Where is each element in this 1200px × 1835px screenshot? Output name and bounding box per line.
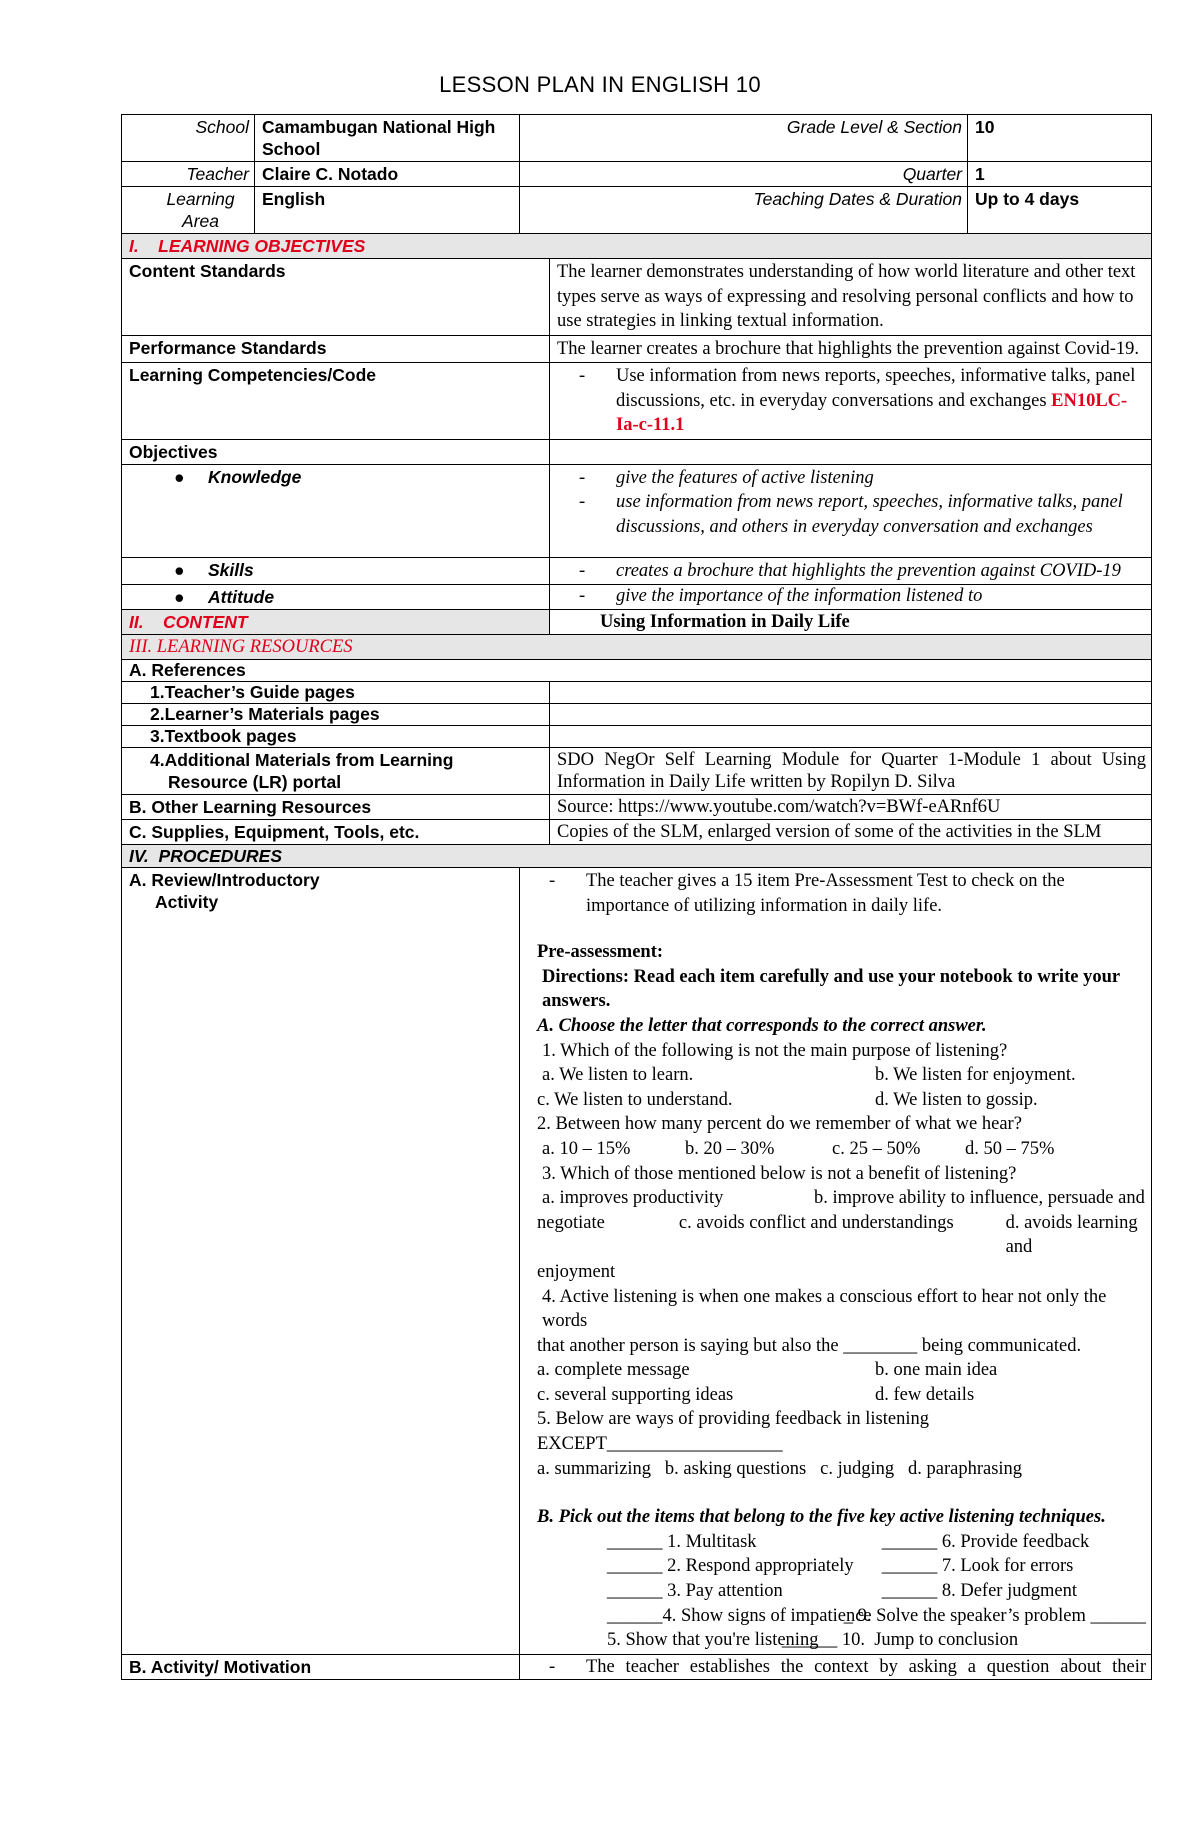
review-activity-label-line: A. Review/Introductory: [129, 870, 320, 890]
part-b-item: ______ 1. Multitask: [607, 1531, 757, 1552]
review-activity-label-line: Activity: [155, 892, 219, 912]
q2-options-row: [527, 1137, 1146, 1162]
row-school: [122, 115, 1152, 162]
grade-label: Grade Level & Section: [520, 115, 968, 162]
skills-item: creates a brochure that highlights the prevention against COVID-19: [616, 560, 1121, 581]
competencies-label: Learning Competencies/Code: [122, 363, 550, 440]
attitude-text: Attitude: [208, 587, 275, 607]
row-activity-motivation: [122, 1654, 1152, 1679]
pre-assessment-title: Pre-assessment:: [537, 942, 664, 963]
teacher-value: Claire C. Notado: [255, 162, 520, 187]
part-b-item: ______4. Show signs of impatience: [607, 1605, 872, 1626]
question-1: 1. Which of the following is not the main purpose of listening?: [542, 1040, 1008, 1061]
dates-value: Up to 4 days: [968, 187, 1152, 234]
additional-label: [122, 748, 550, 795]
part-b-item: ______ 8. Defer judgment: [881, 1581, 1077, 1602]
textbook-value: [550, 726, 1152, 748]
row-competencies: [122, 363, 1152, 440]
objectives-label: Objectives: [122, 439, 550, 464]
row-skills: [122, 557, 1152, 585]
q3-options-row: [527, 1211, 1146, 1260]
part-b-instruction: B. Pick out the items that belong to the five key active listening techniques.: [537, 1507, 1106, 1528]
q3-option-c: c. avoids conflict and understandings: [678, 1212, 954, 1233]
q1-options-row: [527, 1063, 1146, 1088]
row-objectives: [122, 439, 1152, 464]
q2-option-c: c. 25 – 50%: [832, 1138, 921, 1159]
area-label: Learning Area: [122, 187, 255, 234]
performance-standards-label: Performance Standards: [122, 335, 550, 363]
q3-option-d: d. avoids learning and: [1005, 1212, 1138, 1258]
question-5: 5. Below are ways of providing feedback in listening EXCEPT___________________: [537, 1409, 929, 1455]
part-b-item: ______ 10. Jump to conclusion: [781, 1630, 1019, 1651]
row-tg: [122, 682, 1152, 704]
school-value: Camambugan National High School: [255, 115, 520, 162]
tg-value: [550, 682, 1152, 704]
additional-value: SDO NegOr Self Learning Module for Quarter 1-Module 1 about Using Information in Daily Life written by Ropilyn D. Silva: [550, 748, 1152, 795]
part-b-item: ______ 2. Respond appropriately: [607, 1556, 854, 1577]
grade-value: 10: [968, 115, 1152, 162]
lm-value: [550, 704, 1152, 726]
q3-option-b: b. improve ability to influence, persuade and: [814, 1188, 1145, 1209]
row-attitude: [122, 585, 1152, 610]
row-procedures-section: [122, 845, 1152, 868]
skills-label: [122, 557, 550, 585]
activity-motivation-label: B. Activity/ Motivation: [122, 1654, 520, 1679]
attitude-item: give the importance of the information listened to: [616, 586, 983, 606]
q3-options-row: [527, 1186, 1146, 1211]
skills-text: Skills: [208, 559, 254, 580]
dates-label: Teaching Dates & Duration: [520, 187, 968, 234]
section-learning-resources: III. LEARNING RESOURCES: [122, 635, 1152, 660]
question-2: 2. Between how many percent do we remember of what we hear?: [537, 1114, 1022, 1135]
competency-code: EN10LC-Ia-c-11.1: [616, 390, 1128, 435]
directions: [527, 965, 1146, 1014]
performance-standards-value: The learner creates a brochure that highlights the prevention against Covid-19.: [550, 335, 1152, 363]
q4-option-a: a. complete message: [537, 1360, 690, 1381]
part-b-right-column: [781, 1530, 1147, 1653]
school-label: School: [122, 115, 255, 162]
content-value: Using Information in Daily Life: [550, 610, 1152, 635]
knowledge-text: Knowledge: [208, 466, 302, 487]
q4-option-d: d. few details: [875, 1384, 975, 1405]
part-a-instruction: A. Choose the letter that corresponds to the correct answer.: [537, 1015, 987, 1036]
row-resources-section: [122, 635, 1152, 660]
row-content-standards: [122, 259, 1152, 336]
q4-option-c: c. several supporting ideas: [537, 1384, 734, 1405]
teacher-label: Teacher: [122, 162, 255, 187]
q3-option-d-cont: enjoyment: [537, 1261, 616, 1282]
lm-label: 2.Learner’s Materials pages: [122, 704, 550, 726]
activity-intro: The teacher establishes the context by asking a question about their: [586, 1656, 1147, 1677]
other-resources-value: Source: https://www.youtube.com/watch?v=BWf-eARnf6U: [550, 795, 1152, 820]
tg-label: 1.Teacher’s Guide pages: [122, 682, 550, 704]
content-standards-label: Content Standards: [122, 259, 550, 336]
row-textbook: [122, 726, 1152, 748]
directions-text: Directions: Read each item carefully and use your notebook to write your answers.: [542, 966, 1120, 1012]
row-references: [122, 660, 1152, 682]
quarter-value: 1: [968, 162, 1152, 187]
q1-option-d: d. We listen to gossip.: [875, 1089, 1038, 1110]
other-resources-label: B. Other Learning Resources: [122, 795, 550, 820]
objectives-empty: [550, 439, 1152, 464]
additional-label-line: 4.Additional Materials from Learning: [150, 750, 454, 770]
bullet-icon: ●: [174, 559, 185, 580]
area-value: English: [255, 187, 520, 234]
section-procedures: IV. PROCEDURES: [122, 845, 1152, 868]
q4-option-b: b. one main idea: [875, 1360, 998, 1381]
content-standards-value: The learner demonstrates understanding of how world literature and other text types serve as ways of expressing and resolving personal conflicts and how to use strategies in linking textual information.: [550, 259, 1152, 336]
q2-option-d: d. 50 – 75%: [965, 1138, 1055, 1159]
q4-options-row: [527, 1358, 1146, 1383]
question-4: 4. Active listening is when one makes a conscious effort to hear not only the words: [542, 1286, 1107, 1332]
question-4-cont: that another person is saying but also the ________ being communicated.: [537, 1335, 1082, 1356]
section-learning-objectives: I. LEARNING OBJECTIVES: [122, 234, 1152, 259]
q1-option-c: c. We listen to understand.: [537, 1089, 733, 1110]
row-additional: [122, 748, 1152, 795]
attitude-items: - give the importance of the information listened to: [550, 585, 1152, 610]
review-activity-label: [122, 868, 520, 1655]
review-intro: The teacher gives a 15 item Pre-Assessment Test to check on the importance of utilizing information in daily life.: [586, 871, 1065, 916]
q2-option-b: b. 20 – 30%: [685, 1138, 775, 1159]
document-title: LESSON PLAN IN ENGLISH 10: [439, 72, 761, 97]
q3-option-a: a. improves productivity: [542, 1188, 724, 1209]
q2-option-a: a. 10 – 15%: [542, 1138, 631, 1159]
textbook-label: 3.Textbook pages: [122, 726, 550, 748]
references-label: A. References: [122, 660, 1152, 682]
q4-options-row: [527, 1383, 1146, 1408]
q1-options-row: [527, 1088, 1146, 1113]
section-content: II. CONTENT: [122, 610, 550, 635]
row-knowledge: [122, 464, 1152, 557]
part-b-item: ______ 7. Look for errors: [881, 1556, 1074, 1577]
part-b-item: ______ 3. Pay attention: [607, 1581, 783, 1602]
knowledge-items: - give the features of active listening - use information from news report, speeches, informative talks, panel discussions, and others in everyday conversation and exchanges: [550, 464, 1152, 557]
bullet-icon: ●: [174, 587, 185, 607]
q5-options: a. summarizing b. asking questions c. judging d. paraphrasing: [537, 1458, 1023, 1479]
row-lm: [122, 704, 1152, 726]
activity-motivation-body: - The teacher establishes the context by asking a question about their: [520, 1654, 1152, 1679]
part-b-item: _ 9. Solve the speaker’s problem ______: [843, 1605, 1147, 1626]
knowledge-label: [122, 464, 550, 557]
part-b-items: [527, 1530, 1146, 1653]
row-supplies: [122, 820, 1152, 845]
question-3: 3. Which of those mentioned below is not a benefit of listening?: [542, 1163, 1017, 1184]
row-teacher: [122, 162, 1152, 187]
row-objectives-section: [122, 234, 1152, 259]
knowledge-item: give the features of active listening: [616, 467, 874, 488]
competency-text: Use information from news reports, speeches, informative talks, panel discussions, etc. in everyday conversations and exchanges: [616, 366, 1136, 411]
bullet-icon: ●: [174, 466, 185, 487]
supplies-value: Copies of the SLM, enlarged version of some of the activities in the SLM: [550, 820, 1152, 845]
row-review-activity: [122, 868, 1152, 1655]
part-b-item: 5. Show that you're listening: [607, 1630, 819, 1651]
row-area: [122, 187, 1152, 234]
row-other-resources: [122, 795, 1152, 820]
q3-option-b-cont: negotiate: [537, 1212, 605, 1233]
additional-label-line: Resource (LR) portal: [168, 772, 342, 792]
q1-option-a: a. We listen to learn.: [542, 1065, 694, 1086]
supplies-label: C. Supplies, Equipment, Tools, etc.: [122, 820, 550, 845]
attitude-label: [122, 585, 550, 610]
part-b-item: ______ 6. Provide feedback: [881, 1531, 1090, 1552]
lesson-plan: [121, 114, 1152, 1680]
row-performance-standards: [122, 335, 1152, 363]
q1-option-b: b. We listen for enjoyment.: [875, 1065, 1076, 1086]
knowledge-item: use information from news report, speeches, informative talks, panel discussions, and others in everyday conversation and exchanges: [616, 492, 1123, 537]
review-activity-body: - The teacher gives a 15 item Pre-Assessment Test to check on the importance of utilizing information in daily life. Pre-assessment: Directions: Read each item carefully and use your notebook to write your answers. A. Choose the letter that corresponds to the correct answer. 1. Which of the following is not the main purpose of listening? a. We listen to learn. b. We listen for enjoyment. c. We listen to understand. d. We listen to gossip. 2. Between how many percent do we remember of what we hear? a. 10 – 15% b. 20 – 30% c. 25 – 50% d. 50 – 75% 3. Which of those mentioned below is not a benefit of listening? a. improves productivity b. improve ability to influence, persuade and negotiate c. avoids conflict and understandings d. avoids learning and enjoyment 4. Active listening is when one makes a conscious effort to hear not only the words that another person is saying but also the ________ being communicated. a. complete message b. one main idea c. several supporting ideas d. few details 5. Below are ways of providing feedback in listening EXCEPT___________________ a. summarizing b. asking questions c. judging d. paraphrasing B. Pick out the items that belong to the five key active listening techniques. ______ 1. Multitask ______ 2. Respond appropriately ______ 3. Pay attention ______4. Show signs of impatience 5. Show that you're listening ______ 6. Provide feedback ______ 7. Look for errors ______ 8. Defer judgment _ 9. Solve the speaker’s problem ______ ______ 10. Jump to conclusion: [520, 868, 1152, 1655]
competencies-value: - Use information from news reports, speeches, informative talks, panel discussions, etc. in everyday conversations and exchanges EN10LC-Ia-c-11.1: [550, 363, 1152, 440]
skills-items: - creates a brochure that highlights the prevention against COVID-19: [550, 557, 1152, 585]
quarter-label: Quarter: [520, 162, 968, 187]
row-content: [122, 610, 1152, 635]
